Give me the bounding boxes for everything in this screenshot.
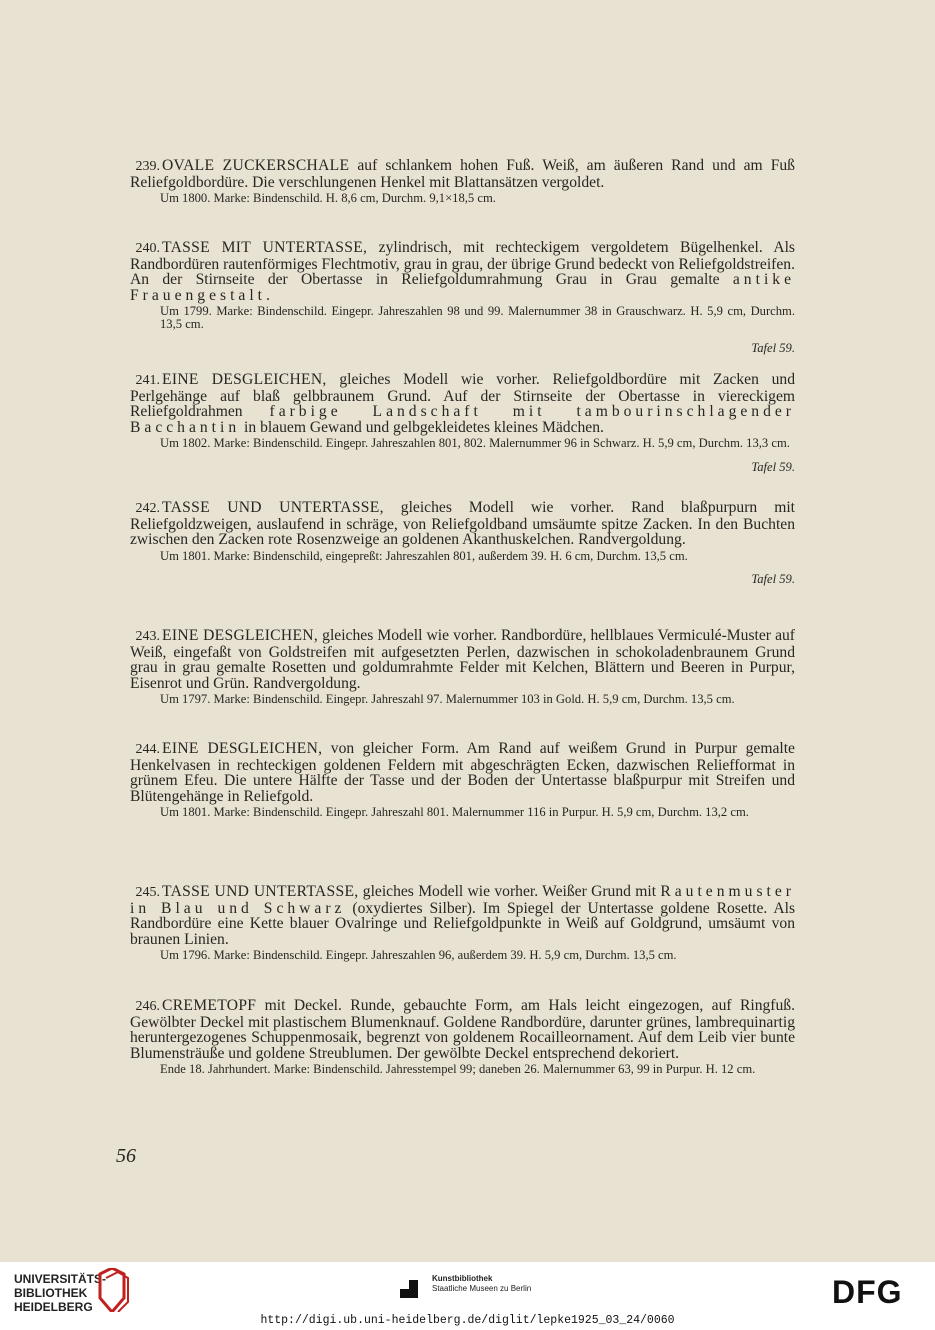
entry-number: 243. (135, 629, 160, 644)
entry-text-end: (oxydiertes Silber). Im Spiegel der Untertasse goldene Rosette. Als Randbordüre eine Kette blauer Ovalringe und Reliefgoldpunkte in Weiß auf Goldgrund, umsäumt von braunen Linien. (130, 899, 796, 948)
entry-meta: Um 1800. Marke: Bindenschild. H. 8,6 cm, Durchm. 9,1×18,5 cm. (160, 191, 496, 206)
entry-title: EINE DESGLEICHEN, (162, 627, 319, 644)
entry-title: EINE DESGLEICHEN, (162, 371, 327, 388)
entry-meta: Um 1796. Marke: Bindenschild. Eingepr. Jahreszahlen 96, außerdem 39. H. 5,9 cm, Durchm. 13,5 cm. (160, 948, 677, 963)
entry-title: OVALE ZUCKERSCHALE (162, 157, 350, 174)
kunstbibliothek-logo[interactable] (432, 1274, 531, 1294)
uni-logo-line: UNIVERSITÄTS- (14, 1272, 107, 1286)
entry-text: auf schlankem hohen Fuß. Weiß, am äußeren Rand und am Fuß Reliefgoldbordüre. Die verschlungenen Henkel mit Blattansätzen vergoldet. (130, 157, 795, 191)
entry-meta: Ende 18. Jahrhundert. Marke: Bindenschild. Jahresstempel 99; daneben 26. Malernummer 63, 99 in Purpur. H. 12 cm. (160, 1062, 756, 1077)
kb-logo-subtitle: Staatliche Museen zu Berlin (432, 1284, 532, 1293)
entry-number: 240. (135, 241, 160, 256)
entry-text-end: in blauem Gewand und gelbgekleidetes kleines Mädchen. (240, 418, 604, 436)
entry-title: EINE DESGLEICHEN, (162, 740, 323, 757)
catalog-entry-243 (130, 628, 795, 706)
entry-meta: Um 1801. Marke: Bindenschild. Eingepr. Jahreszahl 801. Malernummer 116 in Purpur. H. 5,9 cm, Durchm. 13,2 cm. (160, 805, 749, 820)
entry-text: gleiches Modell wie vorher. Rand blaßpurpurn mit Reliefgoldzweigen, auslaufend in schräge, von Reliefgoldband umsäumte spitze Zacken. In den Buchten zwischen den Zacken rote Rosenzweige an goldenen Akanthuskelchen. Randvergoldung. (130, 499, 795, 549)
entry-text: gleiches Modell wie vorher. Weißer Grund mit (358, 883, 661, 900)
entry-emphasis: antike Frauengestalt (130, 271, 795, 304)
entry-meta: Um 1799. Marke: Bindenschild. Eingepr. Jahreszahlen 98 und 99. Malernummer 38 in Grauschwarz. H. 5,9 cm, Durchm. 13,5 cm. (160, 304, 795, 331)
entry-title: CREMETOPF (162, 997, 257, 1014)
plate-reference: Tafel 59. (751, 340, 795, 355)
entry-meta: Um 1801. Marke: Bindenschild, eingepreßt: Jahreszahlen 801, außerdem 39. H. 6 cm, Durchm. 13,5 cm. (160, 548, 688, 563)
entry-number: 241. (135, 373, 160, 388)
entry-number: 239. (135, 159, 160, 174)
university-seal-icon (98, 1268, 130, 1312)
entry-title: TASSE UND UNTERTASSE, (162, 883, 359, 900)
entry-text: von gleicher Form. Am Rand auf weißem Grund in Purpur gemalte Henkelvasen in rechteckigen goldenen Feldern mit abgeschrägten Ecken, dazwischen Reliefformat in grünem Efeu. Die untere Hälfte der Tasse und der Boden der Untertasse blaßpurpur mit Streifen und Blütengehänge in Reliefgold. (130, 740, 795, 805)
catalog-entry-242 (130, 500, 795, 587)
entry-text-end: . (266, 286, 270, 304)
dfg-logo[interactable]: DFG (832, 1274, 903, 1310)
catalog-entry-244 (130, 741, 795, 819)
catalog-entry-239 (130, 158, 795, 205)
plate-reference: Tafel 59. (751, 459, 795, 474)
source-url-link[interactable]: http://digi.ub.uni-heidelberg.de/diglit/lepke1925_03_24/0060 (260, 1314, 675, 1327)
entry-text: gleiches Modell wie vorher. Reliefgoldbordüre mit Zacken und Perlgehänge auf blaß gelbbraunem Grund. Auf der Stirnseite der Obertasse in viereckigem Reliefgoldrahmen (130, 371, 795, 421)
kunstbibliothek-mark-icon (398, 1278, 420, 1300)
catalog-entry-241 (130, 372, 795, 475)
kb-logo-title: Kunstbibliothek (432, 1274, 493, 1283)
entry-text: gleiches Modell wie vorher. Randbordüre, hellblaues Vermiculé-Muster auf Weiß, eingefaßt von Goldstreifen mit aufgesetzten Perlen, dazwischen in schokoladenbraunem Grund grau in grau gemalte Rosetten und goldumrahmte Felder mit Kelchen, Blättern und Beeren in Purpur, Eisenrot und Grün. Randvergoldung. (130, 627, 795, 692)
digitization-footer (0, 1262, 935, 1330)
entry-title: TASSE UND UNTERTASSE, (162, 499, 384, 516)
entry-number: 244. (135, 742, 160, 757)
entry-text: mit Deckel. Runde, gebauchte Form, am Hals leicht eingezogen, auf Ringfuß. Gewölbter Deckel mit plastischem Blumenknauf. Goldene Randbordüre, darunter grünes, lambrequinartig heruntergezogenes Schuppenmosaik, begrenzt von goldenem Rocailleornament. Auf dem Leib vier bunte Blumensträuße und goldene Streublumen. Der gewölbte Deckel entsprechend dekoriert. (130, 997, 795, 1062)
uni-logo-line: HEIDELBERG (14, 1300, 93, 1314)
catalog-entry-245 (130, 884, 795, 962)
catalog-entry-240 (130, 240, 795, 356)
entry-text: zylindrisch, mit rechteckigem vergoldetem Bügelhenkel. Als Randbordüren rautenförmiges Flechtmotiv, grau in grau, der übrige Grund bedeckt von Reliefgoldstreifen. An der Stirnseite der Obertasse in Reliefgoldumrahmung Grau in Grau gemalte (130, 239, 795, 289)
plate-reference: Tafel 59. (751, 572, 795, 587)
entry-meta: Um 1802. Marke: Bindenschild. Eingepr. Jahreszahlen 801, 802. Malernummer 96 in Schwarz. H. 5,9 cm, Durchm. 13,3 cm. (160, 436, 790, 451)
entry-title: TASSE MIT UNTERTASSE, (162, 239, 368, 256)
catalog-entry-246 (130, 998, 795, 1076)
uni-logo-line: BIBLIOTHEK (14, 1286, 88, 1300)
entry-emphasis: Rautenmuster in Blau und Schwarz (130, 883, 795, 917)
entry-number: 242. (135, 501, 160, 516)
entry-emphasis: farbige Landschaft mit tambourinschlagender Bacchantin (130, 403, 796, 436)
page-number: 56 (116, 1145, 136, 1167)
university-library-logo[interactable] (14, 1272, 106, 1314)
entry-meta: Um 1797. Marke: Bindenschild. Eingepr. Jahreszahl 97. Malernummer 103 in Gold. H. 5,9 cm, Durchm. 13,5 cm. (160, 692, 735, 707)
entry-number: 246. (135, 999, 160, 1014)
entry-number: 245. (135, 885, 160, 900)
